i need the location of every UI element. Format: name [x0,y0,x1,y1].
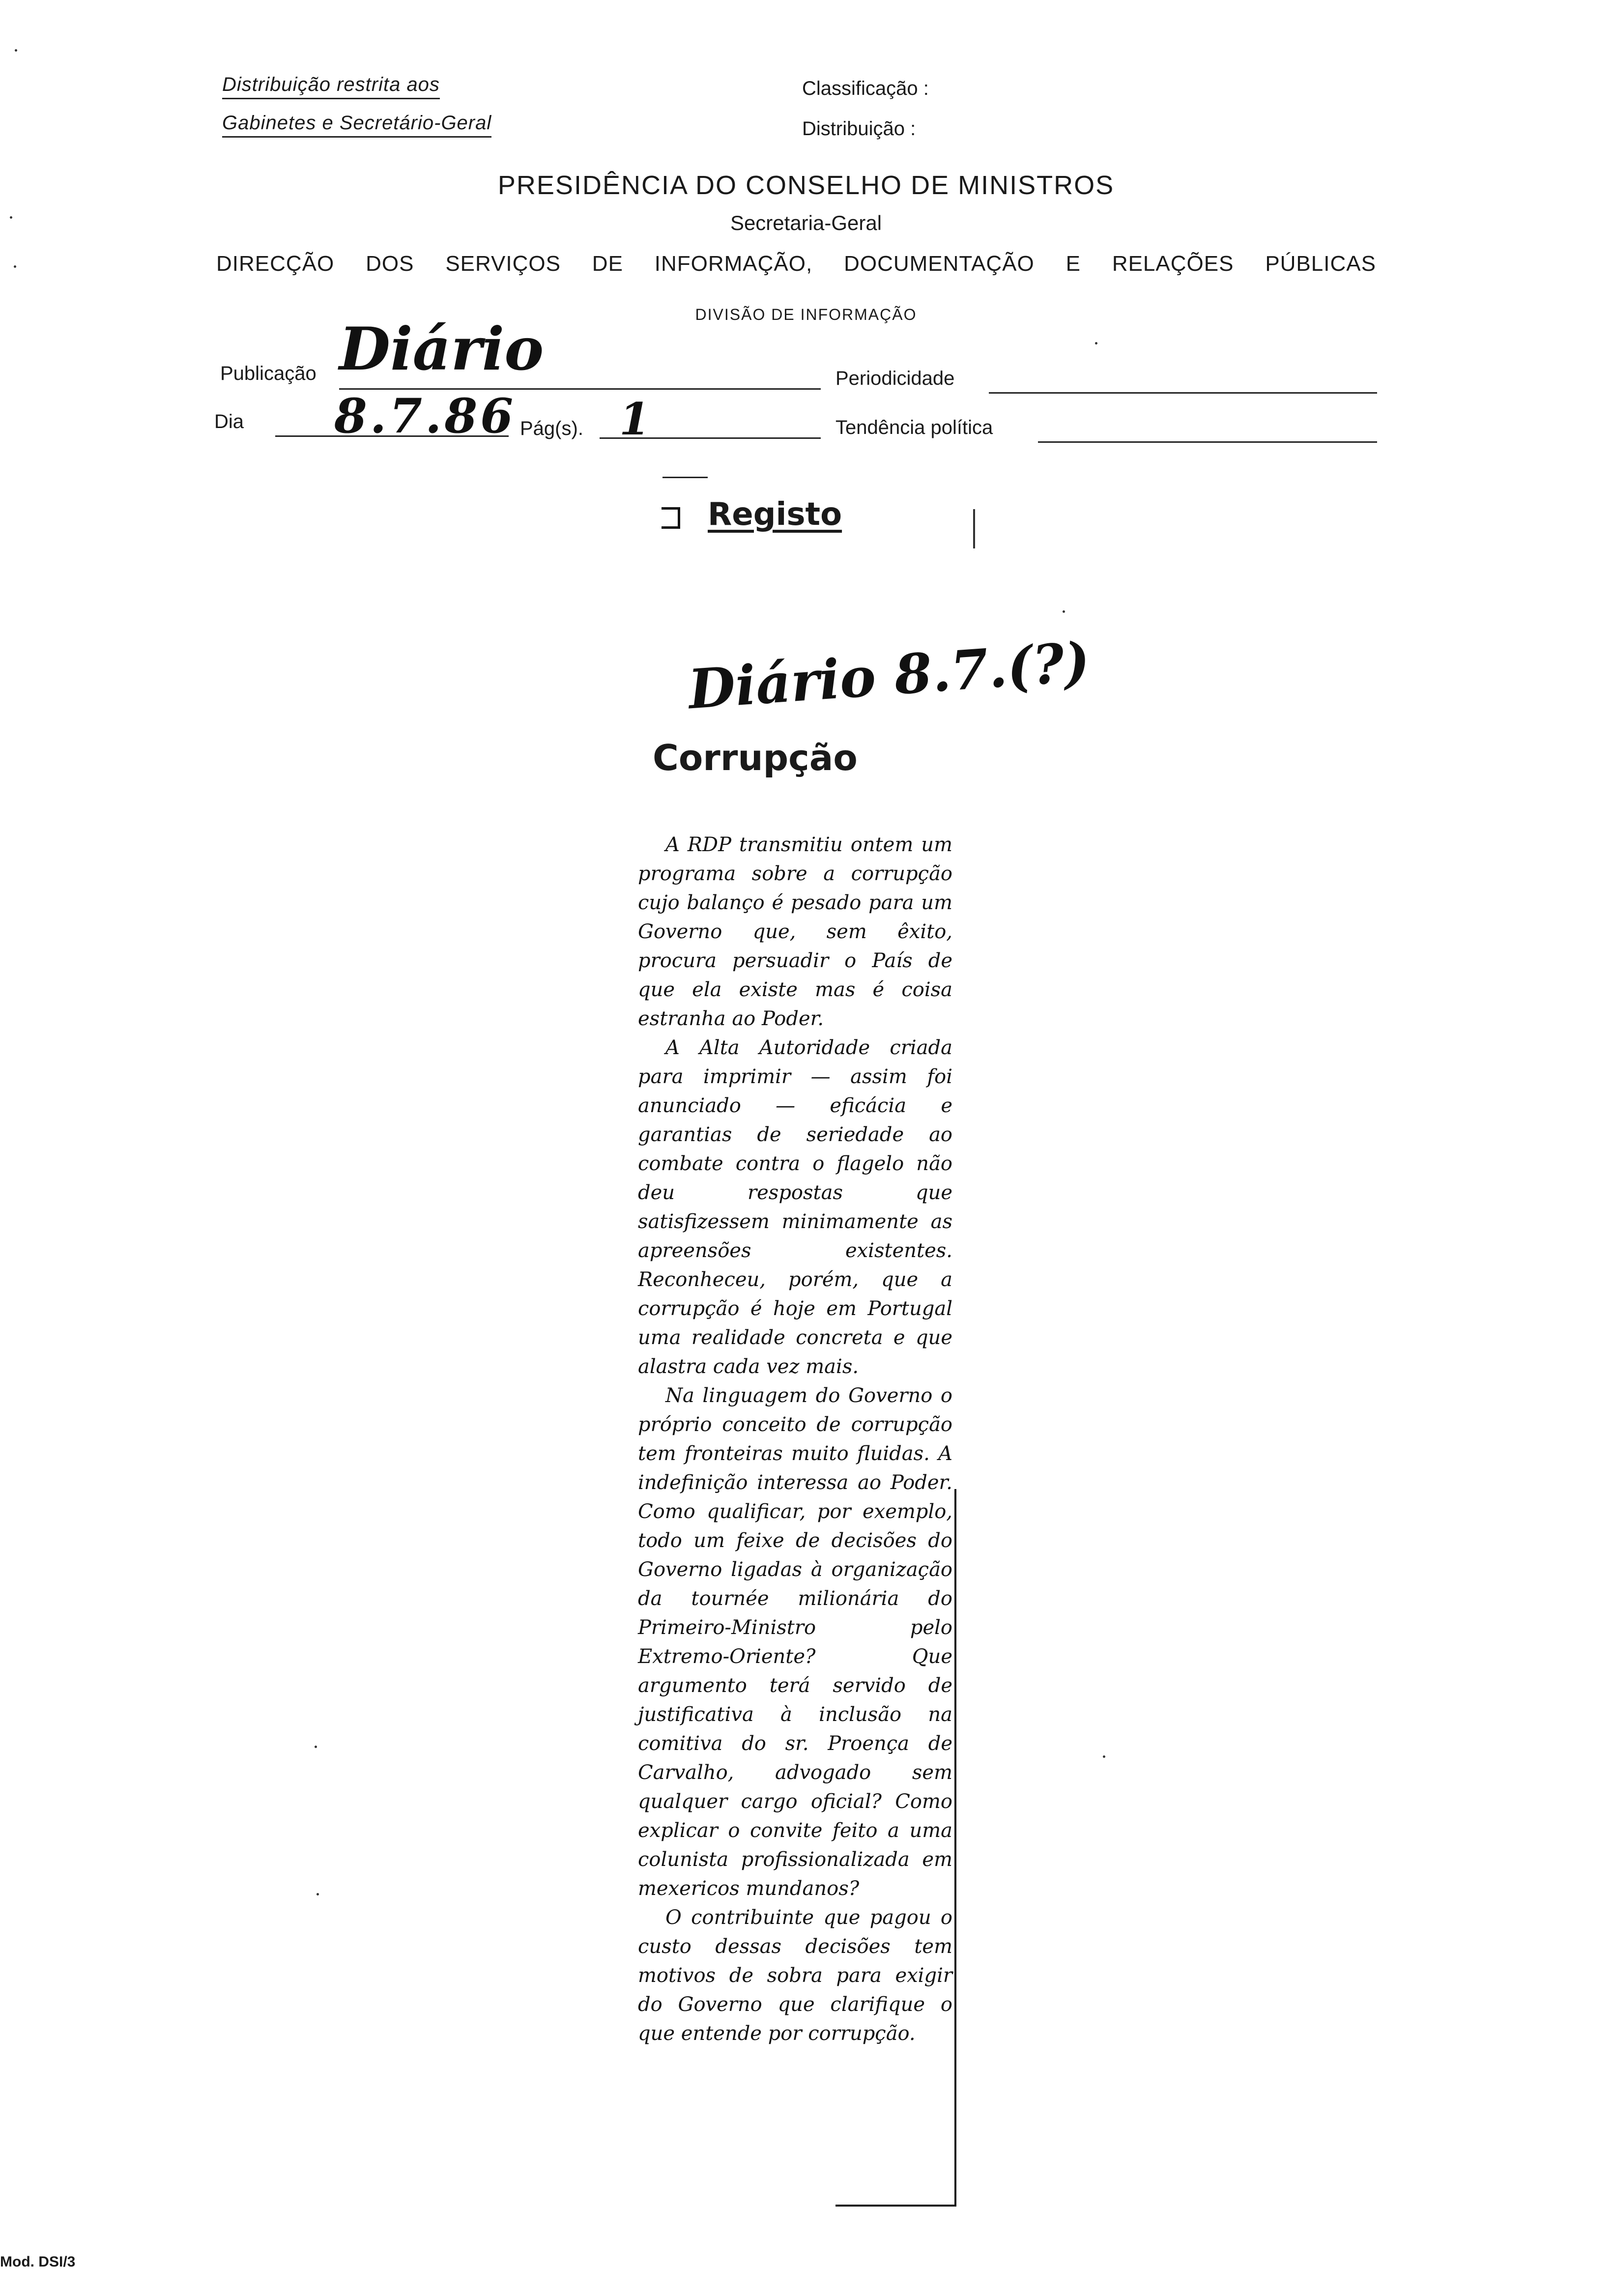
pags-line [600,437,821,439]
margin-mark [973,509,975,548]
registo-rule [662,477,708,478]
scan-speck [1095,342,1097,344]
direccao-word: SERVIÇOS [445,252,561,276]
scan-speck [15,49,17,52]
pags-value: 1 [619,393,650,445]
scan-speck [315,1746,317,1748]
article-paragraph: Na linguagem do Governo o próprio conceito de corrupção tem fronteiras muito fluidas. A indefinição interessa ao Poder. Como qualificar, por exemplo, todo um feixe de decisões do Governo ligadas à organização da tournée milionária do Primeiro-Ministro pelo Extremo-Oriente? Que argumento terá servido de justificativa à inclusão na comitiva do sr. Proença de Carvalho, advogado sem qualquer cargo oficial? Como explicar o convite feito a uma colunista profissionalizada em mexericos mundanos? [638,1384,952,1900]
direccao-word: DOS [366,252,414,276]
restriction-line-1: Distribuição restrita aos [222,74,440,99]
scan-speck [1103,1755,1105,1758]
scan-speck [1063,610,1065,613]
direccao-word: DIRECÇÃO [216,252,335,276]
article-paragraph: A RDP transmitiu ontem um programa sobre a corrupção cujo balanço é pesado para um Governo que, sem êxito, procura persuadir o País de que ela existe mas é coisa estranha ao Poder. [638,833,952,1030]
publicacao-value: Diário [339,315,544,384]
publicacao-label: Publicação [220,363,317,384]
periodicidade-label: Periodicidade [835,368,955,389]
handwritten-note: Diário 8.7.(?) [686,630,1092,721]
direccao-line [216,252,1376,276]
scan-speck [10,216,12,219]
restriction-line-2: Gabinetes e Secretário-Geral [222,112,491,138]
registo-label: Registo [708,496,842,533]
periodicidade-line [989,392,1377,394]
pags-label: Pág(s). [520,418,583,439]
organization-title: PRESIDÊNCIA DO CONSELHO DE MINISTROS [497,171,1115,200]
registo-checkbox[interactable] [662,507,680,529]
direccao-word: PÚBLICAS [1265,252,1376,276]
dia-label: Dia [214,411,244,432]
tendencia-line [1038,441,1377,443]
clipping-bottom-edge [835,2205,956,2207]
clipping-right-edge [954,1489,956,2207]
classificacao-label: Classificação : [802,78,929,99]
form-model-code: Mod. DSI/3 [0,2254,76,2270]
direccao-word: DOCUMENTAÇÃO [844,252,1035,276]
direccao-word: INFORMAÇÃO, [654,252,813,276]
article-paragraph: A Alta Autoridade criada para imprimir — assim foi anunciado — eficácia e garantias de seriedade ao combate contra o flagelo não deu respostas que satisfizessem minimamente as apreensões existentes. Reconheceu, porém, que a corrupção é hoje em Portugal uma realidade concreta e que alastra cada vez mais. [638,1036,952,1378]
scan-speck [14,265,16,268]
direccao-word: E [1065,252,1081,276]
dia-value: 8.7.86 [334,388,517,444]
scan-speck [317,1893,319,1895]
article-body [638,831,952,2048]
article-title: Corrupção [653,737,858,778]
direccao-word: RELAÇÕES [1112,252,1234,276]
dia-line [275,435,509,437]
article-paragraph: O contribuinte que pagou o custo dessas decisões tem motivos de sobra para exigir do Governo que clarifique o que entende por corrupção. [638,1906,952,2045]
secretaria-subtitle: Secretaria-Geral [730,211,882,234]
tendencia-label: Tendência política [835,417,993,438]
direccao-word: DE [592,252,623,276]
divisao-label: DIVISÃO DE INFORMAÇÃO [695,306,917,323]
distribuicao-label: Distribuição : [802,118,916,140]
